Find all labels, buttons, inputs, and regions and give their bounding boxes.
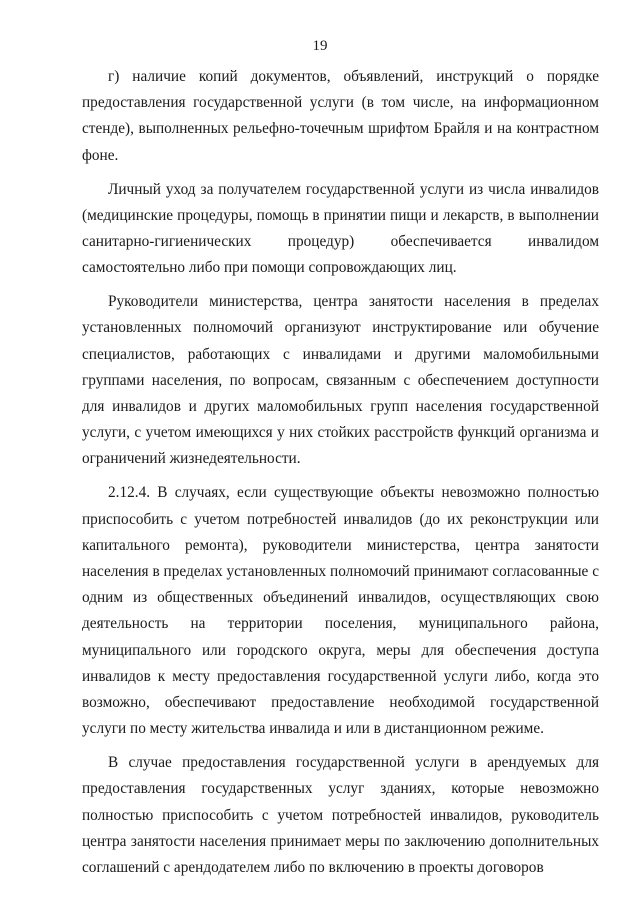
paragraph-personal-care: Личный уход за получателем государственной услуги из числа инвалидов (медицинские процедуры, помощь в принятии пищи и лекарств, в выполнении санитарно-гигиенических процедур) обеспечивается инвалидом самостоятельно либо при помощи сопровождающих лиц. <box>82 180 599 277</box>
paragraph-staff-training: Руководители министерства, центра занятости населения в пределах установленных полномочий организуют инструктирование или обучение специалистов, работающих с инвалидами и другими маломобильными группами населения, по вопросам, связанным с обеспечением доступности для инвалидов и других маломобильных групп населения государственной услуги, с учетом имеющихся у них стойких расстройств функций организма и ограничений жизнедеятельности. <box>82 293 599 468</box>
document-body <box>82 64 599 889</box>
paragraph-braille-copies: г) наличие копий документов, объявлений, инструкций о порядке предоставления государственной услуги (в том числе, на информационном стенде), выполненных рельефно-точечным шрифтом Брайля и на контрастном фоне. <box>82 68 599 164</box>
paragraph-2-12-4: 2.12.4. В случаях, если существующие объекты невозможно полностью приспособить с учетом потребностей инвалидов (до их реконструкции или капитального ремонта), руководители министерства, центра занятости населения в пределах установленных полномочий принимают согласованные с одним из общественных объединений инвалидов, осуществляющих свою деятельность на территории поселения, муниципального района, муниципального или городского округа, меры для обеспечения доступа инвалидов к месту предоставления государственной услуги либо, когда это возможно, обеспечивают предоставление необходимой государственной услуги по месту жительства инвалида и или в дистанционном режиме. <box>82 484 599 738</box>
paragraph-leased-buildings: В случае предоставления государственной услуги в арендуемых для предоставления государственных услуг зданиях, которые невозможно полностью приспособить с учетом потребностей инвалидов, руководитель центра занятости населения принимает меры по заключению дополнительных соглашений с арендодателем либо по включению в проекты договоров <box>82 754 599 877</box>
page-number: 19 <box>312 38 328 54</box>
